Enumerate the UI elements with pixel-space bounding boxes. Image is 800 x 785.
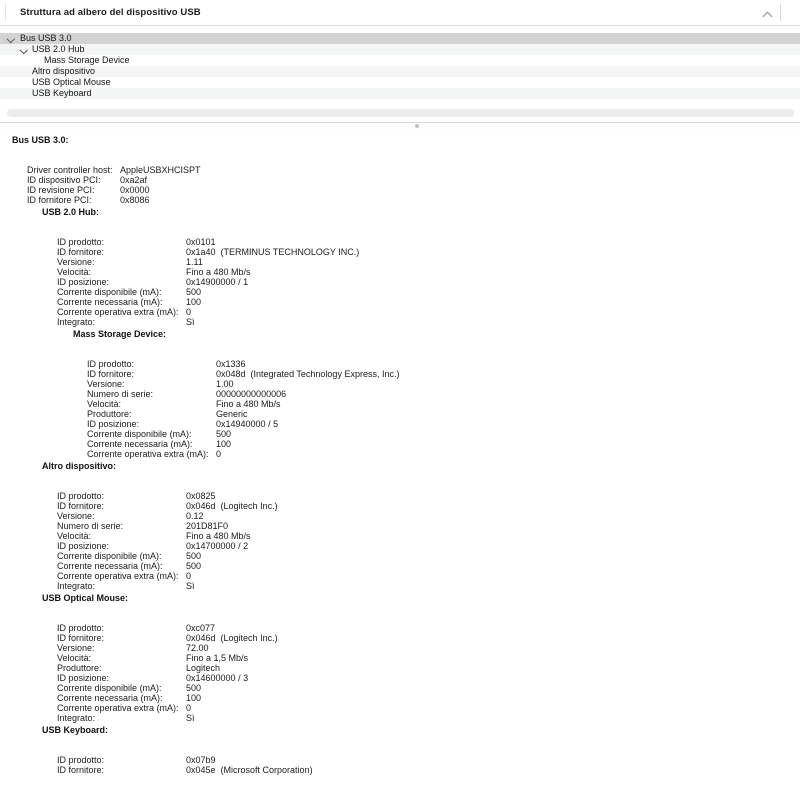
detail-value: 0x14700000 / 2 [186,541,249,551]
detail-label: Versione: [57,511,95,521]
section-rows [0,481,800,591]
detail-value: Fino a 480 Mb/s [186,531,251,541]
tree-row-label: USB Keyboard [32,88,92,98]
detail-value: 0 [186,307,192,317]
section-title: USB Optical Mouse: [42,593,129,603]
section-title: Bus USB 3.0: [12,135,69,145]
detail-value: 0x1336 [216,359,246,369]
detail-value: Fino a 1,5 Mb/s [186,653,249,663]
detail-label: Produttore: [57,663,102,673]
detail-label: ID prodotto: [57,237,105,247]
detail-value: 1.11 [186,257,203,267]
detail-value: 100 [186,297,202,307]
tree-row[interactable] [0,33,800,44]
detail-value: 100 [216,439,232,449]
detail-label: Integrato: [57,317,96,327]
detail-value: 500 [186,683,202,693]
detail-label: Velocità: [57,653,92,663]
detail-label: ID posizione: [87,419,140,429]
detail-value: 100 [186,693,202,703]
tree-row[interactable] [0,55,800,66]
detail-label: ID prodotto: [87,359,135,369]
detail-label: ID fornitore: [87,369,135,379]
detail-value: 500 [186,551,202,561]
disclosure-triangle-icon[interactable] [20,45,28,53]
detail-value: 0x8086 [120,195,150,205]
detail-label: Versione: [57,643,95,653]
detail-label: Corrente disponibile (mA): [87,429,192,439]
chevron-up-icon[interactable] [763,12,773,22]
detail-label: Integrato: [57,581,96,591]
detail-label: ID fornitore: [57,633,105,643]
detail-label: Numero di serie: [87,389,154,399]
detail-value: 0x046d (Logitech Inc.) [186,501,278,511]
detail-value: 0x14900000 / 1 [186,277,249,287]
section-title: Mass Storage Device: [73,329,167,339]
section-rows [0,227,800,327]
section-title: USB 2.0 Hub: [42,207,100,217]
detail-value: 0xc077 [186,623,216,633]
detail-value: 500 [186,561,202,571]
section-rows [0,349,800,459]
detail-value: 0 [216,449,222,459]
detail-value: Fino a 480 Mb/s [186,267,251,277]
section-header [0,0,800,26]
header-left-divider [5,3,6,21]
detail-label: Corrente necessaria (mA): [87,439,193,449]
tree-row-label: Mass Storage Device [44,55,130,65]
detail-label: Corrente necessaria (mA): [57,693,163,703]
tree-row-label: USB Optical Mouse [32,77,111,87]
detail-label: Corrente operativa extra (mA): [57,307,179,317]
device-detail-section [0,329,800,459]
detail-label: Versione: [57,257,95,267]
tree-row[interactable] [0,77,800,88]
detail-value: 0x14600000 / 3 [186,673,249,683]
tree-row-label: Bus USB 3.0 [20,33,72,43]
detail-value: Fino a 480 Mb/s [216,399,281,409]
page-title: Struttura ad albero del dispositivo USB [20,7,201,18]
detail-label: Corrente operativa extra (mA): [87,449,209,459]
detail-label: Corrente disponibile (mA): [57,683,162,693]
detail-label: ID fornitore: [57,501,105,511]
detail-row [47,227,800,247]
tree-row[interactable] [0,88,800,99]
detail-value: 0x0000 [120,185,150,195]
detail-label: Produttore: [87,409,132,419]
detail-label: Integrato: [57,713,96,723]
detail-value: 0x1a40 (TERMINUS TECHNOLOGY INC.) [186,247,360,257]
detail-value: 0x07b9 [186,755,216,765]
detail-value: 72.00 [186,643,209,653]
detail-label: Velocità: [57,531,92,541]
device-tree [0,33,800,99]
detail-row [47,613,800,633]
detail-label: ID fornitore: [57,765,105,775]
device-detail-section [0,725,800,775]
detail-value: 00000000000006 [216,389,287,399]
device-detail-section [0,207,800,327]
tree-row-label: Altro dispositivo [32,66,96,76]
tree-row-label: USB 2.0 Hub [32,44,85,54]
detail-label: Corrente disponibile (mA): [57,551,162,561]
detail-value: Logitech [186,663,221,673]
detail-value: 0x046d (Logitech Inc.) [186,633,278,643]
detail-label: ID posizione: [57,277,110,287]
detail-value: 0x048d (Integrated Technology Express, Inc.) [216,369,400,379]
detail-value: 0x0101 [186,237,216,247]
detail-label: ID prodotto: [57,623,105,633]
detail-value: 0xa2af [120,175,148,185]
detail-value: AppleUSBXHCISPT [120,165,201,175]
detail-row [47,481,800,501]
horizontal-scrollbar-track[interactable] [7,109,794,117]
detail-label: Corrente disponibile (mA): [57,287,162,297]
tree-row[interactable] [0,66,800,77]
detail-value: Generic [216,409,248,419]
detail-label: ID revisione PCI: [27,185,95,195]
detail-label: Corrente necessaria (mA): [57,297,163,307]
detail-label: ID prodotto: [57,491,105,501]
detail-label: ID dispositivo PCI: [27,175,101,185]
tree-row[interactable] [0,44,800,55]
detail-value: 0.12 [186,511,204,521]
section-rows [0,613,800,723]
detail-value: 1.00 [216,379,234,389]
detail-label: ID fornitore PCI: [27,195,92,205]
detail-value: 0x14940000 / 5 [216,419,279,429]
detail-label: Corrente necessaria (mA): [57,561,163,571]
detail-value: 500 [186,287,202,297]
detail-value: 0 [186,703,192,713]
device-detail-section [0,593,800,723]
detail-label: ID posizione: [57,541,110,551]
detail-value: 500 [216,429,232,439]
detail-row [47,745,800,765]
detail-value: 0x045e (Microsoft Corporation) [186,765,313,775]
device-detail-section [0,135,800,205]
detail-label: Corrente operativa extra (mA): [57,703,179,713]
detail-value: 201D81F0 [186,521,229,531]
detail-label: Versione: [87,379,125,389]
device-detail-section [0,461,800,591]
detail-value: 0x0825 [186,491,216,501]
detail-value: Sì [186,713,195,723]
detail-label: Driver controller host: [27,165,113,175]
detail-label: ID posizione: [57,673,110,683]
detail-label: Numero di serie: [57,521,124,531]
detail-row [77,349,800,369]
detail-value: 0 [186,571,192,581]
device-details-pane [0,128,800,775]
detail-label: ID prodotto: [57,755,105,765]
section-rows [0,745,800,775]
detail-label: ID fornitore: [57,247,105,257]
detail-value: Sì [186,317,195,327]
detail-label: Corrente operativa extra (mA): [57,571,179,581]
section-rows [0,155,800,205]
detail-value: Sì [186,581,195,591]
section-title: USB Keyboard: [42,725,109,735]
detail-label: Velocità: [87,399,122,409]
disclosure-triangle-icon[interactable] [7,34,15,42]
detail-row [17,155,800,175]
section-title: Altro dispositivo: [42,461,116,471]
detail-label: Velocità: [57,267,92,277]
header-right-divider [780,4,781,21]
